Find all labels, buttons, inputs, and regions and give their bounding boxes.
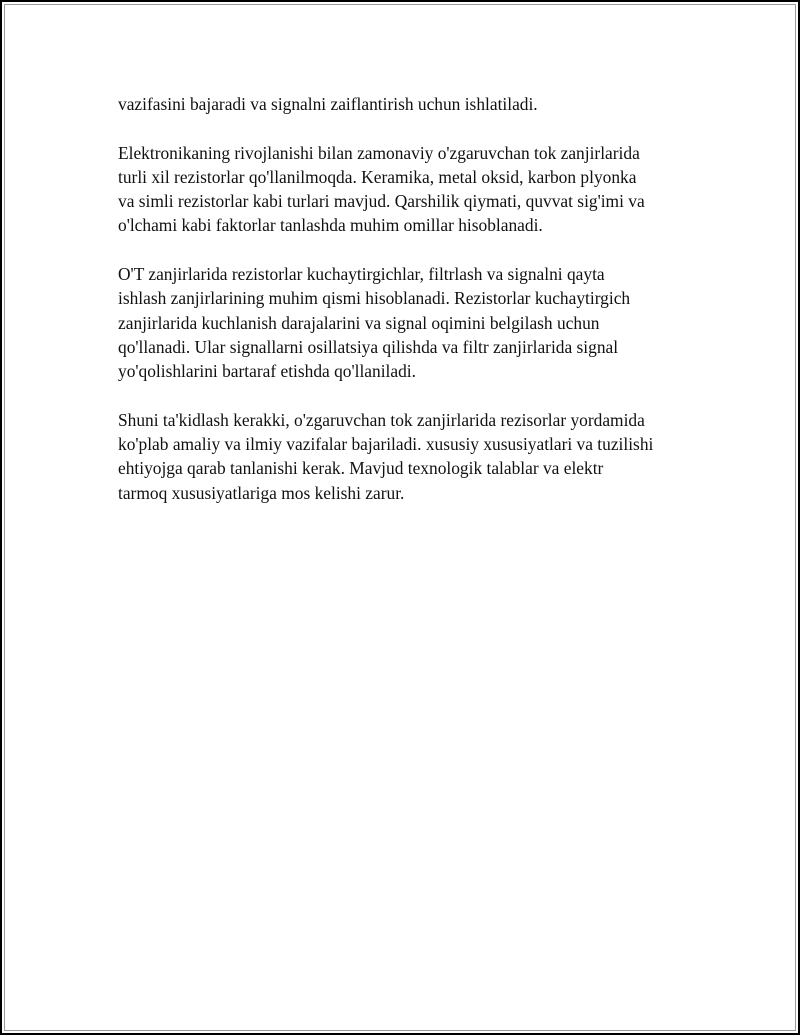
paragraph-4	[118, 408, 708, 505]
paragraph-line: ko'plab amaliy va ilmiy vazifalar bajariladi. xususiy xususiyatlari va tuzilishi	[118, 434, 654, 455]
paragraph-1	[118, 92, 708, 116]
paragraph-line: turli xil rezistorlar qo'llanilmoqda. Keramika, metal oksid, karbon plyonka	[118, 166, 637, 187]
paragraph-line: tarmoq xususiyatlariga mos kelishi zarur.	[118, 482, 405, 503]
paragraph-line: zanjirlarida kuchlanish darajalarini va signal oqimini belgilash uchun	[118, 312, 600, 333]
paragraph-line: Shuni ta'kidlash kerakki, o'zgaruvchan tok zanjirlarida rezisorlar yordamida	[118, 409, 645, 430]
paragraph-3	[118, 262, 708, 383]
paragraph-2	[118, 141, 708, 238]
paragraph-line: Elektronikaning rivojlanishi bilan zamonaviy o'zgaruvchan tok zanjirlarida	[118, 142, 640, 163]
paragraph-line: va simli rezistorlar kabi turlari mavjud. Qarshilik qiymati, quvvat sig'imi va	[118, 191, 645, 212]
paragraph-line: yo'qolishlarini bartaraf etishda qo'llaniladi.	[118, 361, 416, 382]
paragraph-line: ehtiyojga qarab tanlanishi kerak. Mavjud texnologik talablar va elektr	[118, 458, 604, 479]
paragraph-line: qo'llanadi. Ular signallarni osillatsiya qilishda va filtr zanjirlarida signal	[118, 336, 619, 357]
paragraph-line: vazifasini bajaradi va signalni zaiflantirish uchun ishlatiladi.	[118, 94, 538, 114]
paragraph-line: O'T zanjirlarida rezistorlar kuchaytirgichlar, filtrlash va signalni qayta	[118, 264, 605, 285]
paragraph-line: ishlash zanjirlarining muhim qismi hisoblanadi. Rezistorlar kuchaytirgich	[118, 288, 631, 309]
document-body	[118, 92, 708, 529]
paragraph-line: o'lchami kabi faktorlar tanlashda muhim omillar hisoblanadi.	[118, 215, 543, 236]
